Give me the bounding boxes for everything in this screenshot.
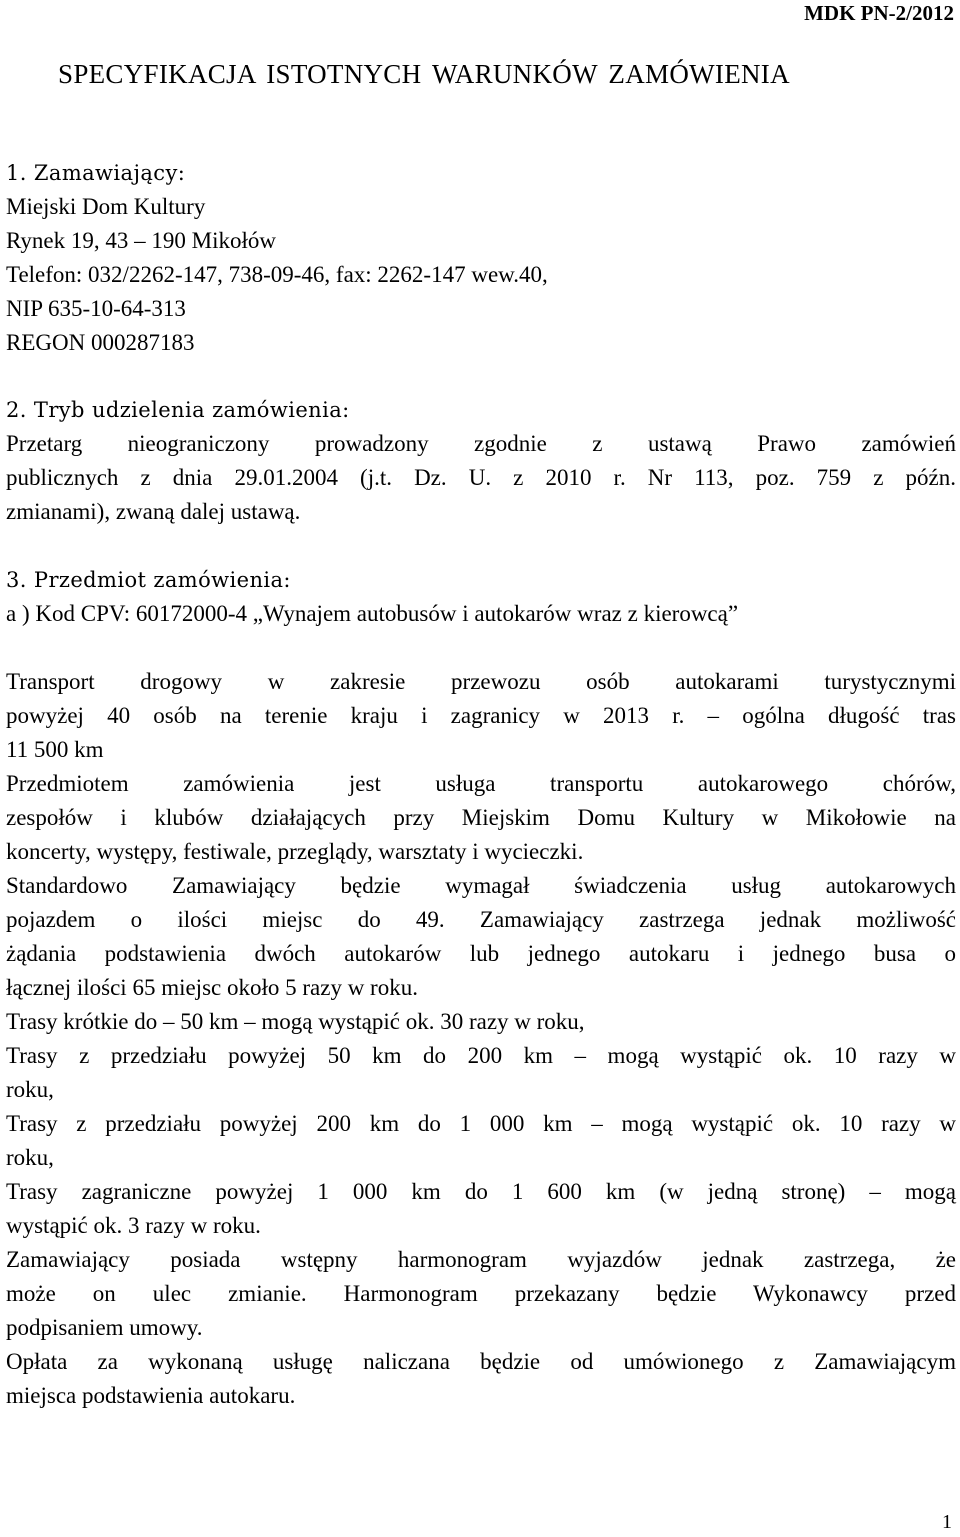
section-1-line: REGON 000287183 (6, 330, 195, 355)
body-line: roku, (6, 1077, 54, 1102)
section-3-heading: 3. Przedmiot zamówienia: (6, 568, 291, 592)
page-number: 1 (942, 1511, 952, 1533)
body-line: Trasy zagraniczne powyżej 1 000 km do 1 600 km (w jedną stronę) – mogą (6, 1179, 956, 1204)
body-line: Zamawiający posiada wstępny harmonogram wyjazdów jednak zastrzega, że (6, 1247, 956, 1272)
body-line: może on ulec zmianie. Harmonogram przekazany będzie Wykonawcy przed (6, 1281, 956, 1306)
transport-line: powyżej 40 osób na terenie kraju i zagranicy w 2013 r. – ogólna długość tras (6, 703, 956, 728)
section-3 (6, 563, 956, 631)
body-line: roku, (6, 1145, 54, 1170)
section-1-line: Telefon: 032/2262-147, 738-09-46, fax: 2262-147 wew.40, (6, 262, 548, 287)
section-1-line: NIP 635-10-64-313 (6, 296, 186, 321)
section-3-body (6, 767, 956, 1413)
body-line: Trasy z przedziału powyżej 200 km do 1 000 km – mogą wystąpić ok. 10 razy w (6, 1111, 956, 1136)
cpv-code-line: a ) Kod CPV: 60172000-4 „Wynajem autobusów i autokarów wraz z kierowcą” (6, 601, 739, 626)
body-line: zespołów i klubów działających przy Miejskim Domu Kultury w Mikołowie na (6, 805, 956, 830)
section-2-line: publicznych z dnia 29.01.2004 (j.t. Dz. U. z 2010 r. Nr 113, poz. 759 z późn. (6, 465, 956, 490)
body-line: Standardowo Zamawiający będzie wymagał świadczenia usług autokarowych (6, 873, 956, 898)
body-line: Przedmiotem zamówienia jest usługa transportu autokarowego chórów, (6, 771, 956, 796)
body-line: Trasy krótkie do – 50 km – mogą wystąpić ok. 30 razy w roku, (6, 1009, 585, 1034)
section-1 (6, 156, 956, 360)
body-line: łącznej ilości 65 miejsc około 5 razy w roku. (6, 975, 418, 1000)
section-3-transport (6, 665, 956, 767)
body-line: miejsca podstawienia autokaru. (6, 1383, 296, 1408)
section-2-line: Przetarg nieograniczony prowadzony zgodnie z ustawą Prawo zamówień (6, 431, 956, 456)
transport-line: 11 500 km (6, 737, 104, 762)
transport-line: Transport drogowy w zakresie przewozu osób autokarami turystycznymi (6, 669, 956, 694)
section-1-line: Rynek 19, 43 – 190 Mikołów (6, 228, 276, 253)
body-line: żądania podstawienia dwóch autokarów lub jednego autokaru i jednego busa o (6, 941, 956, 966)
document-code: MDK PN-2/2012 (804, 1, 954, 25)
section-2-line: zmianami), zwaną dalej ustawą. (6, 499, 301, 524)
body-line: podpisaniem umowy. (6, 1315, 203, 1340)
section-1-line: Miejski Dom Kultury (6, 194, 206, 219)
document-title: SPECYFIKACJA ISTOTNYCH WARUNKÓW ZAMÓWIENIA (58, 59, 790, 89)
body-line: Opłata za wykonaną usługę naliczana będzie od umówionego z Zamawiającym (6, 1349, 956, 1374)
section-2-heading: 2. Tryb udzielenia zamówienia: (6, 398, 350, 422)
section-2 (6, 393, 956, 529)
body-line: Trasy z przedziału powyżej 50 km do 200 km – mogą wystąpić ok. 10 razy w (6, 1043, 956, 1068)
section-1-heading: 1. Zamawiający: (6, 161, 186, 185)
body-line: pojazdem o ilości miejsc do 49. Zamawiający zastrzega jednak możliwość (6, 907, 956, 932)
body-line: koncerty, występy, festiwale, przeglądy, warsztaty i wycieczki. (6, 839, 584, 864)
body-line: wystąpić ok. 3 razy w roku. (6, 1213, 261, 1238)
